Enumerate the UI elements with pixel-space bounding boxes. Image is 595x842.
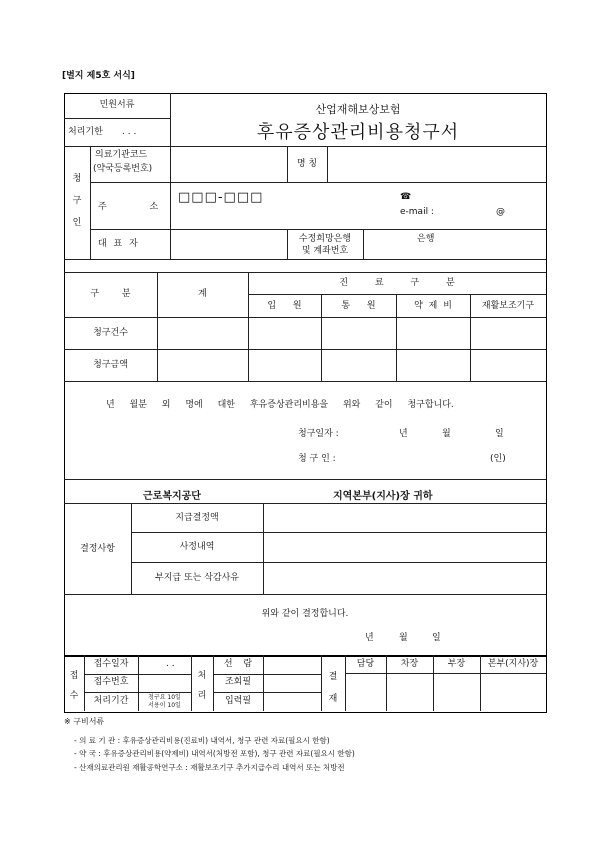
- decision-detail-label: 사정내역: [179, 542, 215, 552]
- rule: [157, 272, 158, 381]
- rule: [90, 229, 546, 230]
- rule: [131, 562, 546, 563]
- decision-date-year: 년: [365, 633, 374, 643]
- receipt-number-field[interactable]: [140, 676, 189, 690]
- approval-head-sign[interactable]: [482, 675, 544, 709]
- rule: [90, 146, 91, 259]
- bank-label: 수정희망은행: [298, 234, 352, 244]
- receipt-side-label: 접 수: [69, 671, 79, 701]
- rule: [213, 692, 321, 693]
- decision-reason-label: 부지급 또는 삭감사유: [155, 573, 239, 583]
- rule: [64, 118, 170, 119]
- zip-code-boxes[interactable]: □□□-□□□: [178, 190, 264, 205]
- rule: [248, 272, 249, 381]
- form-title: 후유증상관리비용청구서: [256, 122, 460, 143]
- group-header: 진 료 구 분: [339, 278, 455, 288]
- code-field[interactable]: [172, 148, 285, 180]
- claim-date-month: 월: [442, 429, 451, 439]
- rep-field[interactable]: [172, 231, 285, 257]
- decision-amount-field[interactable]: [265, 505, 544, 530]
- recipient-branch: 지역본부(지사)장 귀하: [333, 491, 433, 502]
- rule: [64, 503, 546, 504]
- decision-amount-label: 지급결정액: [175, 513, 219, 523]
- bank-suffix: 은행: [417, 234, 435, 244]
- approval-staff-sign[interactable]: [347, 675, 384, 709]
- rule: [64, 381, 546, 382]
- row-claim-count: 청구건수: [93, 328, 128, 338]
- seal-mark: (인): [490, 454, 506, 464]
- claimant-sign-label: 청 구 인 :: [298, 454, 336, 464]
- form-subtitle: 산업재해보상보험: [315, 103, 401, 116]
- rule: [213, 674, 321, 675]
- recipient-org: 근로복지공단: [143, 491, 201, 502]
- approval-head: 본부(지사)장: [487, 659, 539, 669]
- claim-date-year: 년: [399, 429, 408, 439]
- address-label: 주 소: [98, 202, 159, 212]
- rule: [327, 146, 328, 182]
- rule: [345, 673, 546, 674]
- code-label: 의료기관코드: [95, 150, 148, 160]
- rule: [64, 349, 546, 350]
- processing-period-value: 청구요 10일 서용이 10일: [148, 694, 181, 709]
- deadline-label: 처리기한: [68, 127, 103, 137]
- inquiry-done-field[interactable]: [265, 676, 319, 690]
- rule: [263, 503, 264, 594]
- email-label: e-mail :: [400, 207, 434, 217]
- rule: [64, 594, 546, 595]
- rule: [84, 674, 191, 675]
- approval-staff: 담당: [356, 659, 375, 669]
- approval-side-label: 결 재: [328, 672, 338, 704]
- statement-line: 년 월분 외 명에 대한 후유증상관리비용을 위와 같이 청구합니다.: [106, 400, 454, 410]
- row-claim-amount: 청구금액: [93, 360, 128, 370]
- receipt-date-label: 접수일자: [93, 659, 129, 669]
- approval-manager-sign[interactable]: [435, 675, 478, 709]
- col-category: 구 분: [90, 289, 131, 299]
- decision-notice: 위와 같이 결정합니다.: [261, 609, 349, 619]
- inquiry-done-label: 조회필: [224, 677, 252, 687]
- rule: [363, 229, 364, 259]
- address-field[interactable]: [172, 207, 392, 227]
- decision-detail-field[interactable]: [265, 534, 544, 560]
- rule: [263, 655, 264, 711]
- note-item: - 산재의료관리원 재활공학연구소 : 재활보조기구 추가지급수리 내역서 또는 처방전: [74, 763, 345, 772]
- rule: [84, 692, 191, 693]
- form-label: [별지 제5호 서식]: [62, 71, 135, 81]
- bank-label-sub: 및 계좌번호: [301, 246, 349, 256]
- email-at: @: [496, 207, 505, 217]
- receipt-number-label: 접수번호: [93, 677, 129, 687]
- rule: [131, 532, 546, 533]
- minwon-label: 민원서류: [99, 100, 135, 110]
- sub-header-rehab-device: 재활보조기구: [481, 301, 535, 311]
- code-label-sub: (약국등록번호): [93, 164, 153, 174]
- rule: [170, 146, 171, 259]
- processing-period-label: 처리기간: [93, 696, 129, 706]
- rep-label: 대 표 자: [98, 239, 138, 249]
- handling-side-label: 처 리: [197, 671, 207, 701]
- decision-date-month: 월: [399, 633, 408, 643]
- claim-date-label: 청구일자 :: [298, 429, 339, 439]
- review-field[interactable]: [265, 657, 319, 672]
- review-label: 선 람: [223, 659, 253, 669]
- claim-date-day: 일: [495, 429, 504, 439]
- approval-deputy: 차장: [400, 659, 419, 669]
- decision-label: 결정사항: [80, 544, 115, 554]
- approval-manager: 부장: [447, 659, 466, 669]
- note-item: - 약 국 : 후유증상관리비용(약제비) 내역서(처방전 포함), 청구 관련 자료(필요시 한함): [74, 749, 355, 758]
- phone-icon: ☎: [400, 192, 412, 202]
- email-field[interactable]: [448, 205, 538, 219]
- rule: [64, 317, 546, 318]
- rule: [64, 146, 546, 147]
- sub-header-pharmacy: 약 제 비: [414, 301, 452, 311]
- deadline-value[interactable]: . . .: [122, 127, 137, 137]
- rule: [64, 272, 546, 273]
- sub-header-inpatient: 입 원: [267, 301, 302, 311]
- bank-account-field[interactable]: [365, 231, 544, 257]
- note-item: - 의 료 기 관 : 후유증상관리비용(진료비) 내역서, 청구 관련 자료(필요시 한함): [74, 736, 330, 745]
- input-done-label: 입력필: [224, 696, 252, 706]
- input-done-field[interactable]: [265, 694, 319, 709]
- decision-date-day: 일: [432, 633, 441, 643]
- claimant-side-label: 청 구 인: [72, 174, 82, 228]
- rule: [90, 182, 546, 183]
- notes-title: ※ 구비서류: [64, 717, 105, 726]
- sub-header-outpatient: 통 원: [341, 301, 376, 311]
- rule: [248, 294, 546, 295]
- rule: [64, 479, 546, 480]
- approval-deputy-sign[interactable]: [388, 675, 431, 709]
- col-total: 계: [198, 289, 207, 299]
- name-label: 명 칭: [296, 159, 318, 169]
- decision-reason-field[interactable]: [265, 564, 544, 592]
- name-field[interactable]: [329, 148, 544, 180]
- receipt-date-value[interactable]: . .: [166, 659, 175, 669]
- rule: [64, 259, 546, 260]
